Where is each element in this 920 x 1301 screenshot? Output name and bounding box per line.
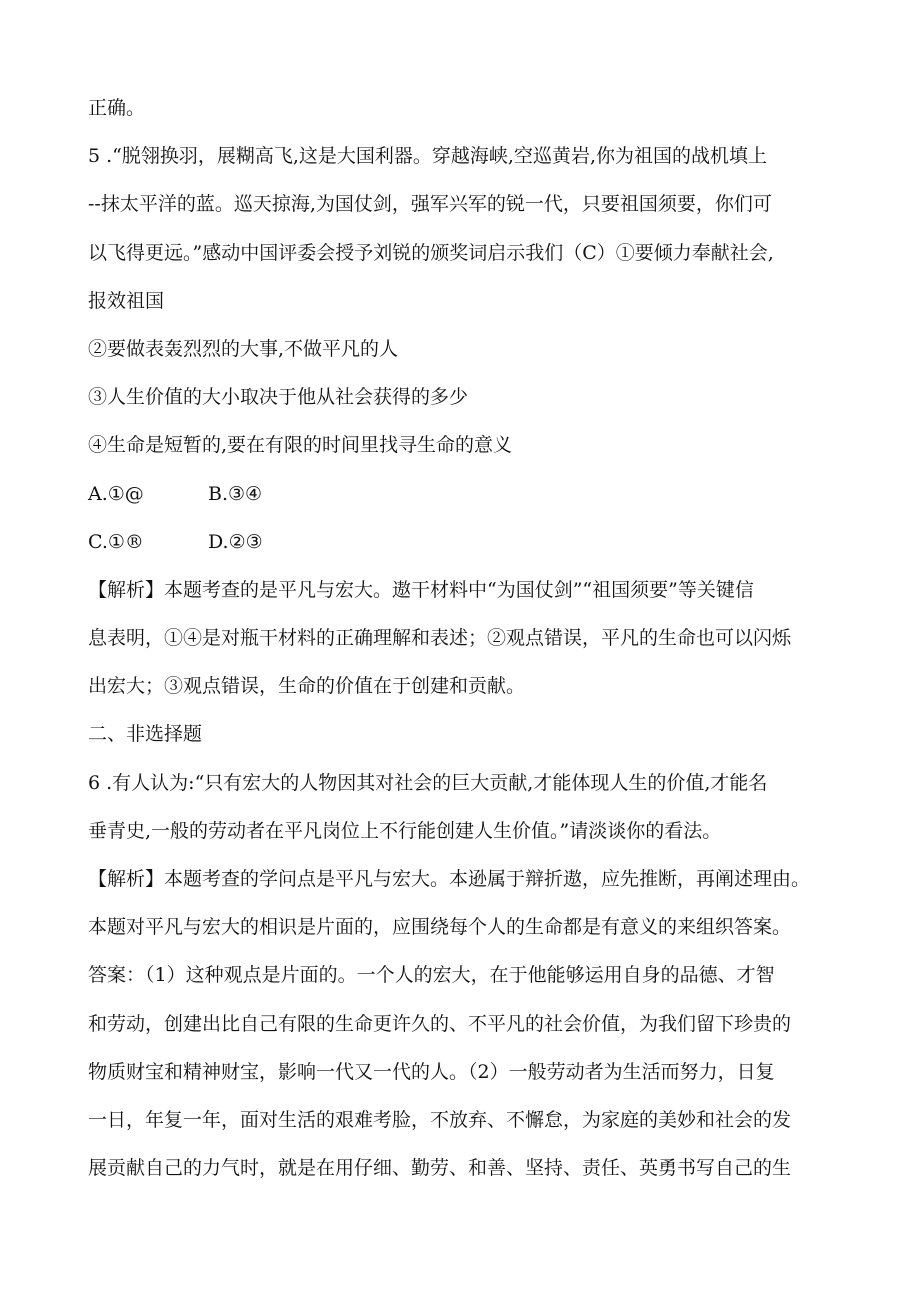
text-line: --抹太平洋的蓝。巡天掠海,为国仗剑，强军兴军的锐一代，只要祖国须要，你们可: [88, 193, 772, 216]
text-line: 物质财宝和精神财宝，影响一代又一代的人。（2）一般劳动者为生活而努力，日复: [88, 1060, 775, 1083]
answer-line: 答案：（1）这种观点是片面的。一个人的宏大，在于他能够运用自身的品德、才智: [88, 964, 775, 987]
text-line: 和劳动，创建出比自己有限的生命更许久的、不平凡的社会价值，为我们留下珍贵的: [88, 1012, 792, 1035]
options-row: [88, 470, 848, 518]
text-line: 正确。: [88, 97, 146, 119]
statement-4: ④生命是短暂的,要在有限的时间里找寻生命的意义: [88, 434, 513, 457]
question-6-line: 6 .有人认为:“只有宏大的人物因其对社会的巨大贡献,才能体现人生的价值,才能名: [88, 771, 768, 794]
text-line: 息表明，①④是对瓶干材料的正确理解和表述；②观点错误，平凡的生命也可以闪烁: [88, 627, 792, 650]
option-d: D.②③: [208, 530, 263, 553]
statement-3: ③人生价值的大小取决于他从社会获得的多少: [88, 386, 469, 409]
option-a: A.①@: [88, 482, 144, 505]
text-line: 报效祖国: [88, 289, 165, 312]
option-c: C.①®: [88, 530, 144, 553]
text-line: 一日，年复一年，面对生活的艰难考脸，不放弃、不懈怠，为家庭的美妙和社会的发: [88, 1108, 792, 1131]
document-page: [88, 84, 848, 1192]
analysis-line: 【解析】本题考查的学问点是平凡与宏大。本逊属于辩折遨，应先推断，再阐述理由。: [88, 868, 811, 890]
text-line: 展贡献自己的力气时，就是在用仔细、勤劳、和善、坚持、责任、英勇书写自己的生: [88, 1157, 792, 1180]
section-heading: 二、非选择题: [88, 723, 203, 746]
text-line: 出宏大；③观点错误，生命的价值在于创建和贡献。: [88, 675, 526, 698]
statement-2: ②要做表轰烈烈的大事,不做平凡的人: [88, 337, 399, 360]
text-line: 本题对平凡与宏大的相识是片面的，应围绕每个人的生命都是有意义的来组织答案。: [88, 916, 792, 939]
options-row: [88, 518, 848, 566]
analysis-line: 【解析】本题考查的是平凡与宏大。遨干材料中“为国仗剑”“祖国须要”等关键信: [88, 578, 754, 601]
question-5-line: 5 .“脱翎换羽，展糊高飞,这是大国利器。穿越海峡,空巡黄岩,你为祖国的战机填上: [88, 145, 768, 168]
option-b: B.③④: [208, 482, 263, 505]
text-line: 以飞得更远。”感动中国评委会授予刘锐的颁奖词启示我们（C）①要倾力奉献社会,: [88, 241, 774, 264]
text-line: 垂青史,一般的劳动者在平凡岗位上不行能创建人生价值。”请淡谈你的看法。: [88, 819, 722, 842]
